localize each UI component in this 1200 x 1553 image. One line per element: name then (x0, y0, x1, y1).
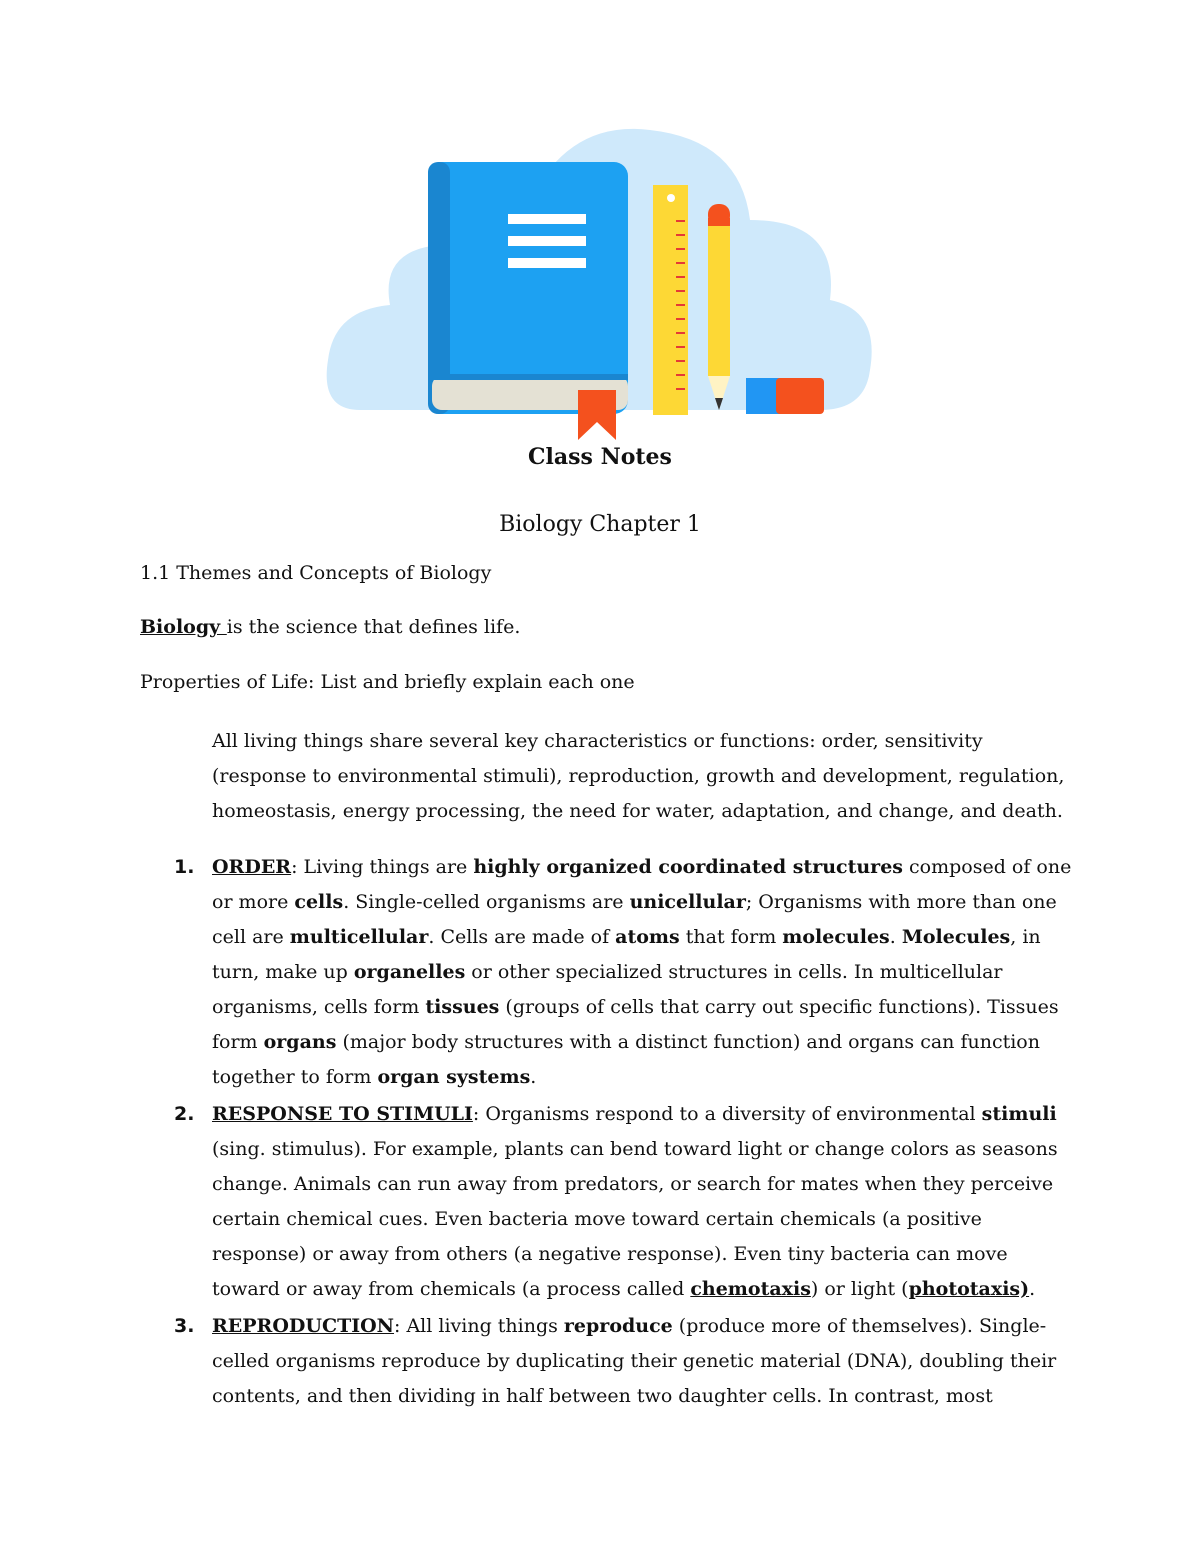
section-heading: 1.1 Themes and Concepts of Biology (140, 562, 492, 584)
property-keyword: phototaxis) (908, 1278, 1030, 1300)
property-text: : Living things are (291, 856, 474, 878)
intro-paragraph: All living things share several key characteristics or functions: order, sensitivity (response to environmental stimuli), reproduction, growth and development, regulation, homeostasis, energy processing, the need for water, adaptation, and change, and death. (212, 730, 1065, 822)
bookmark-icon (578, 390, 616, 440)
document-title: Class Notes (528, 444, 672, 470)
ruler-icon (653, 185, 688, 415)
property-keyword: unicellular (629, 891, 746, 913)
property-text: . (889, 926, 902, 948)
property-number: 2. (174, 1103, 195, 1125)
property-text: ) or light ( (810, 1278, 909, 1300)
pencil-icon (708, 204, 730, 410)
property-keyword: molecules (782, 926, 890, 948)
definition-term: Biology (140, 616, 227, 638)
property-name: ORDER (212, 856, 292, 878)
definition-text: is the science that defines life. (226, 616, 521, 638)
chapter-title: Biology Chapter 1 (499, 512, 701, 537)
definition-line (140, 616, 520, 638)
property-text: (produce more of themselves). Single-celled organisms reproduce by duplicating their genetic material (DNA), doubling their contents, and then dividing in half between two daughter cells. In contrast, most (212, 1315, 1057, 1407)
property-keyword: tissues (425, 996, 500, 1018)
property-keyword: reproduce (563, 1315, 673, 1337)
property-text: . (1029, 1278, 1036, 1300)
property-text: . (530, 1066, 537, 1088)
property-text: (sing. stimulus). For example, plants can bend toward light or change colors as seasons change. Animals can run away from predators, or search for mates when they perceive certain chemical cues. Even bacteria move toward certain chemicals (a positive response) or away from others (a negative response). Even tiny bacteria can move toward or away from chemicals (a process called (212, 1138, 1058, 1300)
property-number: 3. (174, 1315, 195, 1337)
property-text: (groups of cells that carry out specific functions). Tissues form (212, 996, 1059, 1053)
property-keyword: organelles (353, 961, 466, 983)
book-icon (428, 162, 628, 414)
property-text: : All living things (394, 1315, 564, 1337)
property-keyword: highly organized coordinated structures (473, 856, 903, 878)
property-number: 1. (174, 856, 195, 878)
property-text: , in turn, make up (212, 926, 1041, 983)
property-text: that form (679, 926, 783, 948)
property-text: (major body structures with a distinct function) and organs can function together to form (212, 1031, 1040, 1088)
properties-list (174, 850, 1072, 1416)
property-text: . Single-celled organisms are (343, 891, 630, 913)
property-keyword: multicellular (289, 926, 429, 948)
property-keyword: organ systems (377, 1066, 531, 1088)
class-notes-illustration (320, 110, 880, 440)
property-text: ; Organisms with more than one cell are (212, 891, 1057, 948)
property-text: . Cells are made of (428, 926, 616, 948)
property-item (174, 1097, 1072, 1307)
property-item (174, 850, 1072, 1095)
property-text: : Organisms respond to a diversity of environmental (472, 1103, 982, 1125)
property-keyword: chemotaxis (690, 1278, 811, 1300)
property-keyword: Molecules (901, 926, 1011, 948)
property-keyword: stimuli (981, 1103, 1057, 1125)
properties-prompt: Properties of Life: List and briefly explain each one (140, 671, 635, 693)
property-item (174, 1309, 1072, 1414)
property-name: REPRODUCTION (212, 1315, 395, 1337)
property-text: or other specialized structures in cells. In multicellular organisms, cells form (212, 961, 1003, 1018)
property-keyword: organs (263, 1031, 337, 1053)
eraser-icon (746, 378, 824, 414)
property-text: composed of one or more (212, 856, 1072, 913)
property-keyword: atoms (615, 926, 680, 948)
property-keyword: cells (294, 891, 344, 913)
property-name: RESPONSE TO STIMULI (212, 1103, 473, 1125)
